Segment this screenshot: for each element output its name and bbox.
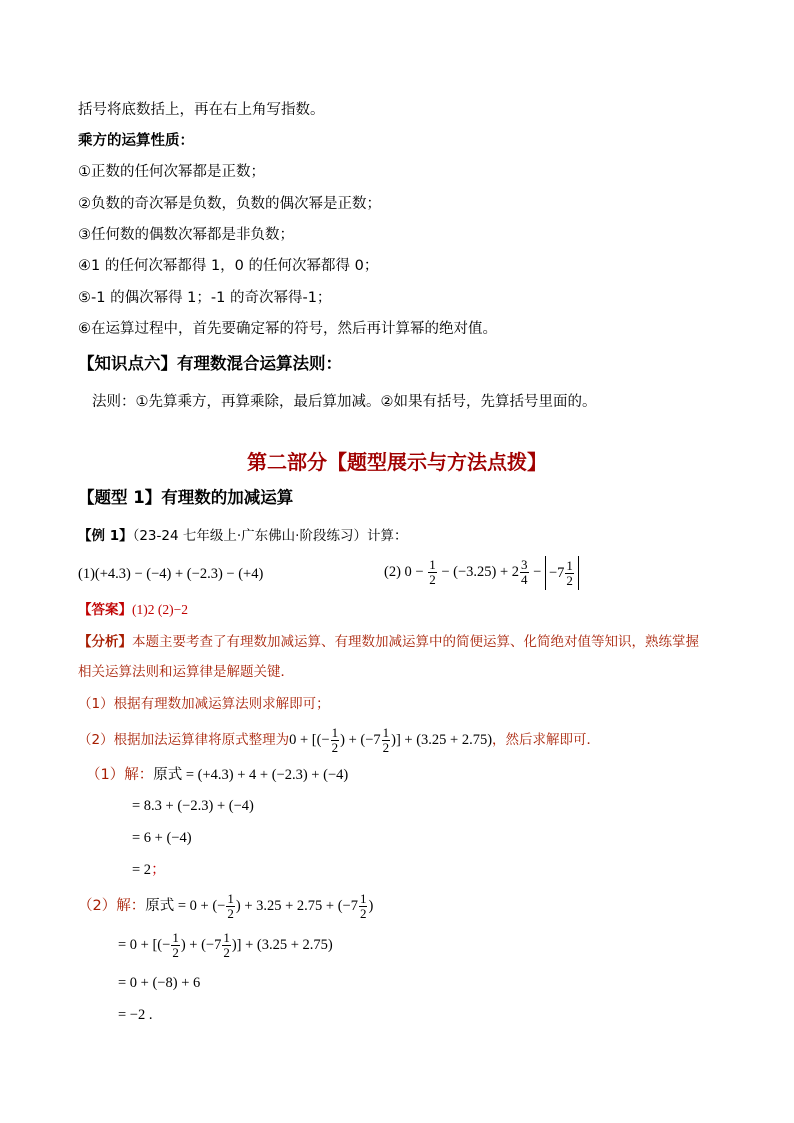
- expr-part: ): [368, 898, 374, 914]
- denominator: 2: [566, 572, 573, 588]
- numerator: 3: [521, 557, 528, 573]
- numerator: 1: [566, 557, 573, 573]
- analysis-point-1: （1）根据有理数加减运算法则求解即可；: [78, 696, 330, 712]
- analysis-p2-end: ，然后求解即可．: [492, 732, 601, 748]
- fraction: [382, 726, 391, 755]
- answer-value: (1)2 (2)−2: [132, 602, 188, 617]
- expr-part: 原式 = 0 + (−: [145, 898, 226, 914]
- solution-step: [145, 891, 374, 922]
- solution-step: = 8.3 + (−2.3) + (−4): [132, 798, 254, 814]
- expr-part: 0 + [(−: [289, 732, 330, 748]
- analysis-p2-text: （2）根据加法运算律将原式整理为: [78, 732, 290, 748]
- property-item: ④1 的任何次幂都得 1，0 的任何次幂都得 0；: [78, 258, 379, 274]
- q2-middle: − (−3.25) + 2: [441, 564, 520, 580]
- denominator: 2: [429, 572, 436, 588]
- numerator: 1: [429, 557, 436, 573]
- fraction: [331, 726, 340, 755]
- example-source: （23-24 七年级上·广东佛山·阶段练习）计算：: [132, 528, 408, 544]
- knowledge-point-rule: 法则：①先算乘方，再算乘除，最后算加减。②如果有括号，先算括号里面的。: [92, 394, 597, 410]
- solution-label: （1）解：: [86, 767, 154, 783]
- property-item: ③任何数的偶数次幂都是非负数；: [78, 227, 294, 243]
- q2-minus: −: [533, 564, 542, 580]
- answer-line: [78, 600, 188, 620]
- knowledge-point-title: 【知识点六】有理数混合运算法则：: [78, 354, 342, 373]
- absolute-value: [545, 556, 579, 590]
- denominator: 2: [172, 945, 179, 961]
- property-item: ⑥在运算过程中，首先要确定幂的符号，然后再计算幂的绝对值。: [78, 321, 497, 337]
- example-label: 【例 1】: [78, 528, 133, 544]
- solution-result: = 2: [132, 862, 152, 878]
- solution-step: = 6 + (−4): [132, 830, 192, 846]
- denominator: 4: [521, 572, 528, 588]
- q2-prefix: (2) 0 −: [384, 564, 424, 580]
- fraction: [520, 558, 529, 587]
- section-title: 第二部分【题型展示与方法点拨】: [247, 450, 547, 474]
- numerator: 1: [227, 891, 234, 907]
- solution-step: [118, 925, 333, 965]
- solution-2-line: [78, 886, 373, 926]
- example-header: [78, 526, 407, 546]
- denominator: 2: [359, 906, 367, 922]
- expr-part: ) + 3.25 + 2.75 + (−7: [235, 898, 358, 914]
- expr-part: )] + (3.25 + 2.75): [231, 937, 333, 953]
- example-question-1: (1)(+4.3) − (−4) + (−2.3) − (+4): [78, 566, 264, 582]
- solution-step: = 0 + (−8) + 6: [118, 975, 201, 991]
- property-item: ①正数的任何次幂都是正数；: [78, 164, 265, 180]
- analysis-label: 【分析】: [78, 634, 132, 650]
- intro-line: 括号将底数括上，再在右上角写指数。: [78, 102, 325, 118]
- numerator: 1: [331, 725, 339, 741]
- denominator: 2: [227, 906, 234, 922]
- numerator: 1: [172, 930, 179, 946]
- property-item: ⑤-1 的偶次幂得 1；-1 的奇次幂得-1；: [78, 290, 332, 306]
- expr-part: )] + (3.25 + 2.75): [391, 732, 493, 748]
- abs-inner: −7: [548, 564, 565, 581]
- question-type-title: 【题型 1】有理数的加减运算: [78, 488, 294, 507]
- expr-part: ) + (−7: [180, 937, 222, 953]
- analysis-text-cont: 相关运算法则和运算律是解题关键．: [78, 664, 294, 680]
- analysis-line: [78, 632, 699, 652]
- power-properties-heading: 乘方的运算性质：: [78, 133, 194, 149]
- fraction: [226, 892, 235, 921]
- expr-part: ) + (−7: [340, 732, 381, 748]
- solution-end-mark: ；: [151, 862, 166, 878]
- denominator: 2: [223, 945, 230, 961]
- property-item: ②负数的奇次幂是负数，负数的偶次幂是正数；: [78, 196, 381, 212]
- denominator: 2: [382, 740, 390, 756]
- denominator: 2: [331, 740, 339, 756]
- answer-label: 【答案】: [78, 602, 132, 618]
- analysis-p2-expr: [289, 725, 493, 756]
- fraction: [428, 558, 437, 587]
- fraction: [565, 559, 574, 588]
- analysis-point-2: [78, 720, 600, 760]
- expr-part: = 0 + [(−: [118, 937, 171, 953]
- example-question-2: [384, 552, 579, 592]
- fraction: [171, 931, 180, 960]
- solution-label: （2）解：: [78, 898, 146, 914]
- numerator: 1: [359, 891, 367, 907]
- numerator: 1: [382, 725, 390, 741]
- fraction: [222, 931, 231, 960]
- fraction: [359, 892, 368, 921]
- solution-step: [132, 860, 166, 880]
- analysis-text: 本题主要考查了有理数加减运算、有理数加减运算中的简便运算、化简绝对值等知识，熟练掌握: [132, 634, 699, 650]
- numerator: 1: [223, 930, 230, 946]
- solution-step: 原式 = (+4.3) + 4 + (−2.3) + (−4): [153, 767, 349, 783]
- solution-1-line: [86, 765, 348, 785]
- solution-step: = −2 .: [118, 1007, 153, 1023]
